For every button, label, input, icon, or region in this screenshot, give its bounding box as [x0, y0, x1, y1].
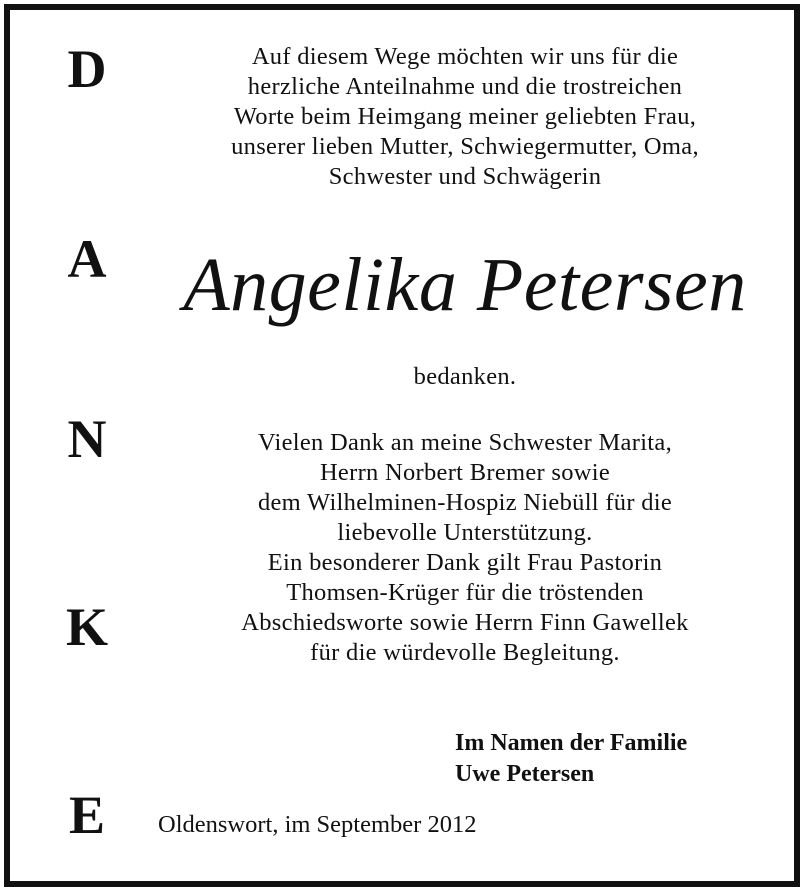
place-date: Oldenswort, im September 2012	[158, 811, 477, 838]
danke-letter-k: K	[65, 597, 108, 657]
thanks-line: Herrn Norbert Bremer sowie	[319, 459, 611, 486]
signature-line-2: Uwe Petersen	[455, 761, 595, 787]
thanks-line: liebevolle Unterstützung.	[337, 519, 593, 546]
intro-paragraph	[150, 42, 780, 192]
signature-line-1: Im Namen der Familie	[455, 730, 688, 756]
intro-line: Auf diesem Wege möchten wir uns für die	[251, 43, 679, 70]
deceased-name: Angelika Petersen	[183, 243, 747, 327]
intro-line: Worte beim Heimgang meiner geliebten Frau,	[233, 103, 697, 130]
intro-line: Schwester und Schwägerin	[328, 163, 602, 190]
danke-letter-a: A	[67, 229, 107, 289]
thanks-line: Abschiedsworte sowie Herrn Finn Gawellek	[241, 609, 689, 636]
thanks-line: Ein besonderer Dank gilt Frau Pastorin	[267, 549, 663, 576]
danke-letter-n: N	[67, 409, 107, 469]
thanks-verb-text: bedanken.	[413, 363, 517, 390]
thanks-verb	[150, 362, 780, 392]
intro-line: herzliche Anteilnahme und die trostreichen	[247, 73, 683, 100]
thanks-line: Thomsen-Krüger für die tröstenden	[286, 579, 644, 606]
signature	[455, 728, 687, 790]
thanks-paragraph	[150, 428, 780, 668]
danke-letter-e: E	[68, 785, 106, 845]
intro-line: unserer lieben Mutter, Schwiegermutter, Oma,	[231, 133, 699, 160]
thanks-line: Vielen Dank an meine Schwester Marita,	[257, 429, 673, 456]
danke-letter-d: D	[67, 39, 107, 99]
thanks-line: für die würdevolle Begleitung.	[310, 639, 620, 666]
thanks-line: dem Wilhelminen-Hospiz Niebüll für die	[257, 489, 673, 516]
